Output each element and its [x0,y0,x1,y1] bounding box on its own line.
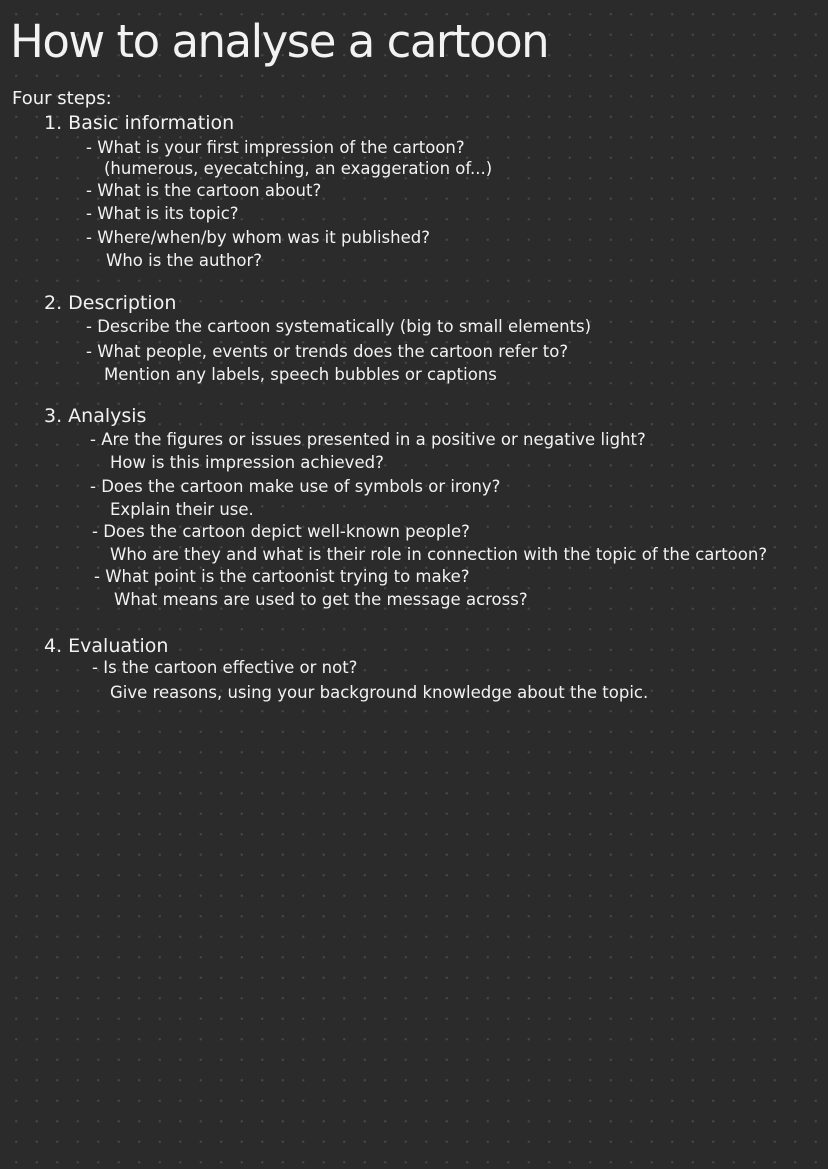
step-line: - Does the cartoon depict well-known people? [92,522,470,541]
step-line: - What is your first impression of the cartoon? [86,138,465,157]
step-line: Explain their use. [110,500,254,519]
step-line: Give reasons, using your background knowledge about the topic. [110,683,649,702]
step-heading-evaluation: 4. Evaluation [44,635,169,657]
step-heading-basic-information: 1. Basic information [44,112,235,134]
step-heading-analysis: 3. Analysis [44,405,147,427]
step-line: - What is its topic? [86,204,239,223]
step-line: How is this impression achieved? [110,453,384,472]
step-line: - Where/when/by whom was it published? [86,228,430,247]
step-line: - Is the cartoon effective or not? [92,658,358,677]
page-title: How to analyse a cartoon [10,15,549,68]
step-line: Who are they and what is their role in connection with the topic of the cartoon? [110,545,768,564]
step-line: - What point is the cartoonist trying to make? [94,567,470,586]
intro-text: Four steps: [12,88,112,109]
step-line: (humerous, eyecatching, an exaggeration of...) [104,159,493,178]
step-line: - What people, events or trends does the cartoon refer to? [86,342,569,361]
step-line: - Does the cartoon make use of symbols or irony? [90,477,501,496]
step-line: Mention any labels, speech bubbles or captions [104,365,497,384]
step-heading-description: 2. Description [44,292,177,314]
step-line: - What is the cartoon about? [86,181,322,200]
step-line: Who is the author? [106,251,262,270]
step-line: - Are the figures or issues presented in a positive or negative light? [90,430,646,449]
step-line: What means are used to get the message across? [114,590,528,609]
step-line: - Describe the cartoon systematically (big to small elements) [86,317,592,336]
